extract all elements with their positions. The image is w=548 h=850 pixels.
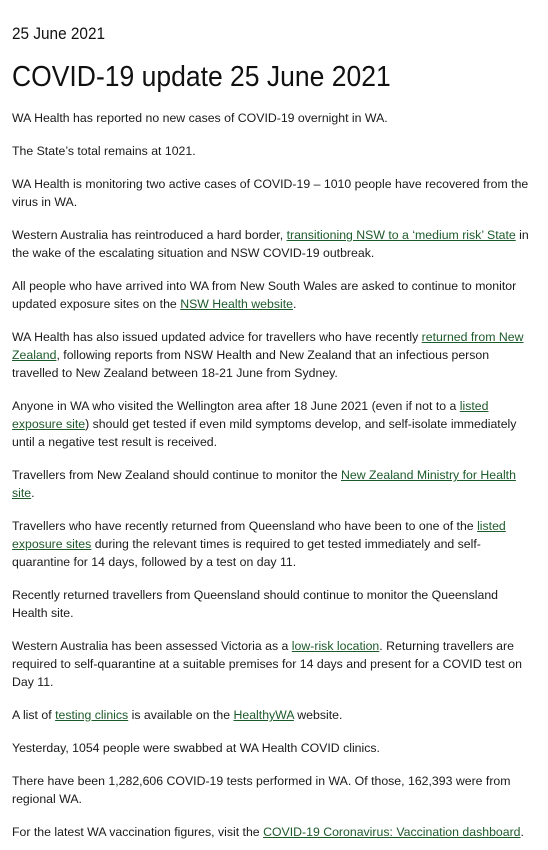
paragraph-text: For the latest WA vaccination figures, visit the	[12, 825, 264, 839]
paragraph-testing-clinics	[12, 706, 536, 724]
vaccination-dashboard-link[interactable]: COVID-19 Coronavirus: Vaccination dashboard	[263, 825, 521, 839]
paragraph-text: in the wake of the escalating situation and NSW COVID-19 outbreak.	[12, 228, 529, 260]
nsw-health-website-link[interactable]: NSW Health website	[180, 297, 293, 311]
paragraph-text: is available on the	[128, 708, 234, 722]
paragraph-text: website.	[293, 708, 343, 722]
paragraph-new-zealand-advice	[12, 328, 536, 382]
paragraph-text: Travellers who have recently returned from Queensland who have been to one of the	[12, 519, 478, 533]
paragraph-state-total: The State’s total remains at 1021.	[12, 144, 196, 158]
article-date: 25 June 2021	[12, 25, 106, 43]
paragraph-vaccination	[12, 823, 536, 841]
paragraph-text: Western Australia has reintroduced a hard border,	[12, 228, 287, 242]
paragraph-swabbed: Yesterday, 1054 people were swabbed at WA Health COVID clinics.	[12, 741, 380, 755]
paragraph-text: WA Health has also issued updated advice for travellers who have recently	[12, 330, 422, 344]
paragraph-tests-performed: There have been 1,282,606 COVID-19 tests performed in WA. Of those, 162,393 were from regional WA.	[12, 774, 511, 806]
paragraph-text: Anyone in WA who visited the Wellington area after 18 June 2021 (even if not to a	[12, 399, 460, 413]
paragraph-queensland-exposure	[12, 517, 536, 571]
paragraph-text: All people who have arrived into WA from New South Wales are asked to continue to monitor updated exposure sites on the	[12, 279, 517, 311]
paragraph-text: .	[31, 486, 35, 500]
paragraph-text: Travellers from New Zealand should continue to monitor the	[12, 468, 341, 482]
paragraph-no-new-cases: WA Health has reported no new cases of COVID-19 overnight in WA.	[12, 111, 388, 125]
paragraph-nsw-arrivals	[12, 277, 536, 313]
paragraph-text: , following reports from NSW Health and New Zealand that an infectious person travelled to New Zealand between 18-21 June from Sydney.	[12, 348, 490, 380]
low-risk-location-link[interactable]: low-risk location	[291, 639, 380, 653]
paragraph-hard-border	[12, 226, 536, 262]
paragraph-victoria	[12, 637, 536, 691]
page-title: COVID-19 update 25 June 2021	[12, 61, 391, 93]
paragraph-wellington	[12, 397, 536, 451]
nsw-medium-risk-link[interactable]: transitioning NSW to a ‘medium risk’ State	[286, 228, 516, 242]
healthywa-link[interactable]: HealthyWA	[233, 708, 294, 722]
returned-from-new-zealand-link[interactable]: returned from New Zealand	[12, 330, 524, 362]
listed-exposure-site-link[interactable]: listed exposure site	[12, 399, 489, 431]
paragraph-nz-travellers	[12, 466, 536, 502]
paragraph-text: ) should get tested if even mild symptoms develop, and self-isolate immediately until a negative test result is received.	[12, 417, 517, 449]
paragraph-active-cases: WA Health is monitoring two active cases of COVID-19 – 1010 people have recovered from the virus in WA.	[12, 177, 529, 209]
listed-exposure-sites-link[interactable]: listed exposure sites	[12, 519, 506, 551]
paragraph-text: . Returning travellers are required to self-quarantine at a suitable premises for 14 days and present for a COVID test on Day 11.	[12, 639, 522, 689]
paragraph-text: .	[520, 825, 524, 839]
paragraph-text: A list of	[12, 708, 56, 722]
paragraph-text: during the relevant times is required to get tested immediately and self-quarantine for 14 days, followed by a test on day 11.	[12, 537, 481, 569]
testing-clinics-link[interactable]: testing clinics	[55, 708, 129, 722]
paragraph-text: .	[292, 297, 297, 311]
nz-ministry-health-link[interactable]: New Zealand Ministry for Health site	[12, 468, 516, 500]
paragraph-text: Western Australia has been assessed Victoria as a	[12, 639, 292, 653]
paragraph-queensland-monitor: Recently returned travellers from Queensland should continue to monitor the Queensland Health site.	[12, 588, 499, 620]
